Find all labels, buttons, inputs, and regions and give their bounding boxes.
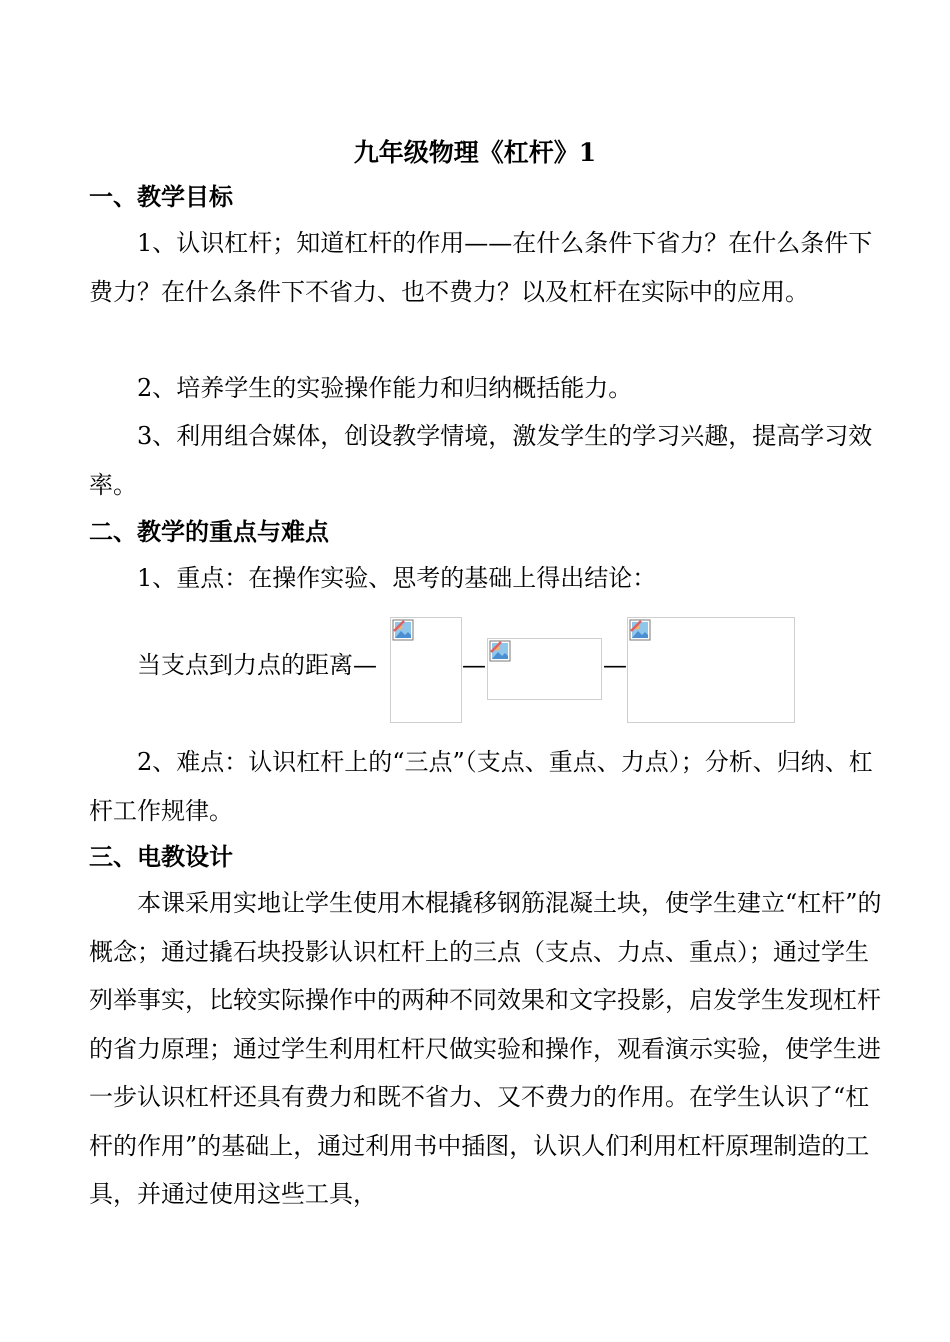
goal-paragraph-3: 3、利用组合媒体，创设教学情境，激发学生的学习兴趣，提高学习效率。 bbox=[89, 422, 873, 499]
key-point-paragraph: 1、重点：在操作实验、思考的基础上得出结论： bbox=[137, 564, 657, 592]
broken-image-icon bbox=[629, 619, 651, 641]
goal-paragraph-2: 2、培养学生的实验操作能力和归纳概括能力。 bbox=[137, 374, 633, 402]
goal-paragraph-1: 1、认识杠杆；知道杠杆的作用——在什么条件下省力？在什么条件下费力？在什么条件下不省力、也不费力？以及杠杆在实际中的应用。 bbox=[89, 229, 873, 306]
design-paragraph: 本课采用实地让学生使用木棍撬移钢筋混凝土块，使学生建立“杠杆”的概念；通过撬石块投影认识杠杆上的三点（支点、力点、重点）；通过学生列举事实，比较实际操作中的两种不同效果和文字投影，启发学生发现杠杆的省力原理；通过学生利用杠杆尺做实验和操作，观看演示实验，使学生进一步认识杠杆还具有费力和既不省力、又不费力的作用。在学生认识了“杠杆的作用”的基础上，通过利用书中插图，认识人们利用杠杆原理制造的工具，并通过使用这些工具， bbox=[89, 889, 882, 1208]
formula-image-2 bbox=[487, 638, 602, 700]
formula-image-1 bbox=[390, 617, 462, 723]
difficulty-paragraph: 2、难点：认识杠杆上的“三点”（支点、重点、力点）；分析、归纳、杠杆工作规律。 bbox=[89, 748, 873, 825]
broken-image-icon bbox=[489, 640, 511, 662]
section-heading-design: 三、电教设计 bbox=[89, 842, 233, 871]
section-heading-key-points: 二、教学的重点与难点 bbox=[89, 517, 329, 546]
broken-image-icon bbox=[392, 619, 414, 641]
formula-prefix: 当支点到力点的距离— bbox=[137, 651, 377, 679]
formula-dash-2: — bbox=[603, 651, 627, 679]
document-title: 九年级物理《杠杆》1 bbox=[353, 138, 597, 167]
formula-image-3 bbox=[627, 617, 795, 723]
section-heading-goals: 一、教学目标 bbox=[89, 182, 233, 211]
formula-dash-1: — bbox=[462, 651, 486, 679]
